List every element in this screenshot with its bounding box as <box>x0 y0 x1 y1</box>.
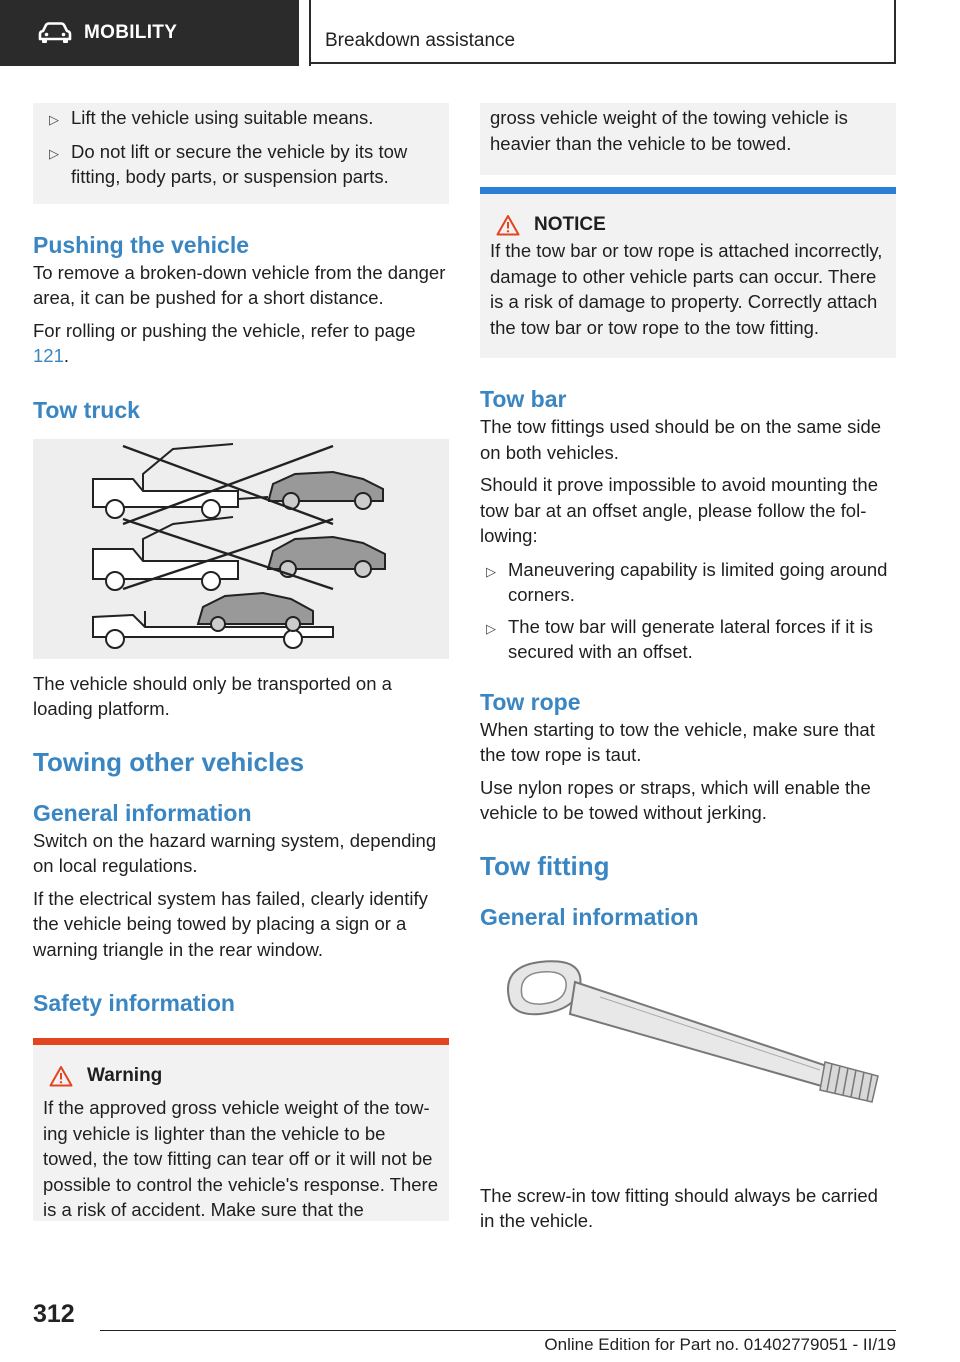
notice-bar <box>480 187 896 194</box>
towfitting-general-heading: General information <box>480 903 699 930</box>
warning-continuation: gross vehicle weight of the towing vehicle is heavier than the vehicle to be towed. <box>490 107 848 154</box>
tow-truck-illustration <box>33 439 449 659</box>
list-item: ▷ Lift the vehicle using suitable means. <box>43 105 439 133</box>
left-column <box>33 103 449 1221</box>
list-item: ▷ Do not lift or secure the vehicle by its tow fitting, body parts, or suspension parts. <box>43 139 439 190</box>
edition-text: Online Edition for Part no. 01402779051 - II/19 <box>544 1335 896 1354</box>
bullet-box <box>33 103 449 204</box>
page-link[interactable]: 121 <box>33 345 64 366</box>
warning-bar <box>33 1038 449 1045</box>
notice-header <box>490 194 886 236</box>
page-number: 312 <box>33 1300 75 1328</box>
warning-header <box>43 1045 439 1087</box>
chapter-tab <box>311 0 896 64</box>
tow-truck-drawing <box>33 439 449 659</box>
section-tab <box>0 0 299 66</box>
towbar-paragraph-1: The tow fittings used should be on the same side on both vehicles. <box>480 416 882 463</box>
towrope-paragraph-1: When starting to tow the vehicle, make sure that the tow rope is taut. <box>480 718 875 765</box>
warning-continuation-box <box>480 103 896 175</box>
warning-triangle-icon <box>49 1065 73 1087</box>
warning-triangle-icon <box>496 214 520 236</box>
towrope-heading: Tow rope <box>480 688 581 715</box>
towrope-paragraph-2: Use nylon ropes or straps, which will enable the vehicle to be towed without jerking. <box>480 776 871 823</box>
general-paragraph-2: If the electrical system has failed, clearly identify the vehicle being towed by placing a sign or a warning triangle in the rear window. <box>33 887 428 960</box>
towbar-paragraph-2: Should it prove impossible to avoid mounting the tow bar at an offset angle, please follow the following: <box>480 474 878 546</box>
footer-rule <box>100 1330 896 1331</box>
warning-box <box>33 1038 449 1221</box>
triangle-bullet-icon: ▷ <box>486 620 496 636</box>
towtruck-caption: The vehicle should only be transported on a loading platform. <box>33 672 392 719</box>
warning-title: Warning <box>87 1065 163 1086</box>
right-column <box>480 103 896 1234</box>
towtruck-heading: Tow truck <box>33 396 140 423</box>
triangle-bullet-icon: ▷ <box>486 563 496 579</box>
notice-title: NOTICE <box>534 214 606 235</box>
car-icon <box>38 22 72 44</box>
towfitting-heading: Tow fitting <box>480 850 610 881</box>
list-item: ▷ Maneuvering capability is limited going around corners. <box>480 557 896 608</box>
pushing-heading: Pushing the vehicle <box>33 231 249 258</box>
general-info-heading: General information <box>33 799 252 826</box>
warning-text: If the approved gross vehicle weight of the towing vehicle is lighter than the vehicle to be towed, the tow fitting can tear off or it will not be possible to control the vehicle's response. There is a risk of accident. Make sure that the <box>43 1097 438 1220</box>
safety-heading: Safety information <box>33 990 235 1016</box>
tow-fitting-drawing <box>480 952 896 1167</box>
pushing-ref-paragraph: For rolling or pushing the vehicle, refer to page 121. <box>33 319 416 366</box>
tow-fitting-illustration <box>480 952 896 1167</box>
triangle-bullet-icon: ▷ <box>49 145 59 161</box>
page-header <box>0 0 960 66</box>
list-item: ▷ The tow bar will generate lateral forces if it is secured with an offset. <box>480 614 896 665</box>
general-paragraph-1: Switch on the hazard warning system, depending on local regulations. <box>33 829 437 876</box>
towfitting-caption: The screw-in tow fitting should always be carried in the vehicle. <box>480 1184 878 1231</box>
pushing-paragraph: To remove a broken-down vehicle from the danger area, it can be pushed for a short distance. <box>33 261 446 308</box>
notice-box <box>480 187 896 358</box>
chapter-title: Breakdown assistance <box>325 30 516 51</box>
triangle-bullet-icon: ▷ <box>49 112 59 127</box>
notice-text: If the tow bar or tow rope is attached incorrectly, damage to other vehicle parts can occur. There is a risk of damage to property. Correctly attach the tow bar or tow rope to the tow fitting. <box>490 240 883 338</box>
towbar-heading: Tow bar <box>480 386 567 412</box>
towing-heading: Towing other vehicles <box>33 746 305 777</box>
section-label: MOBILITY <box>84 22 178 43</box>
